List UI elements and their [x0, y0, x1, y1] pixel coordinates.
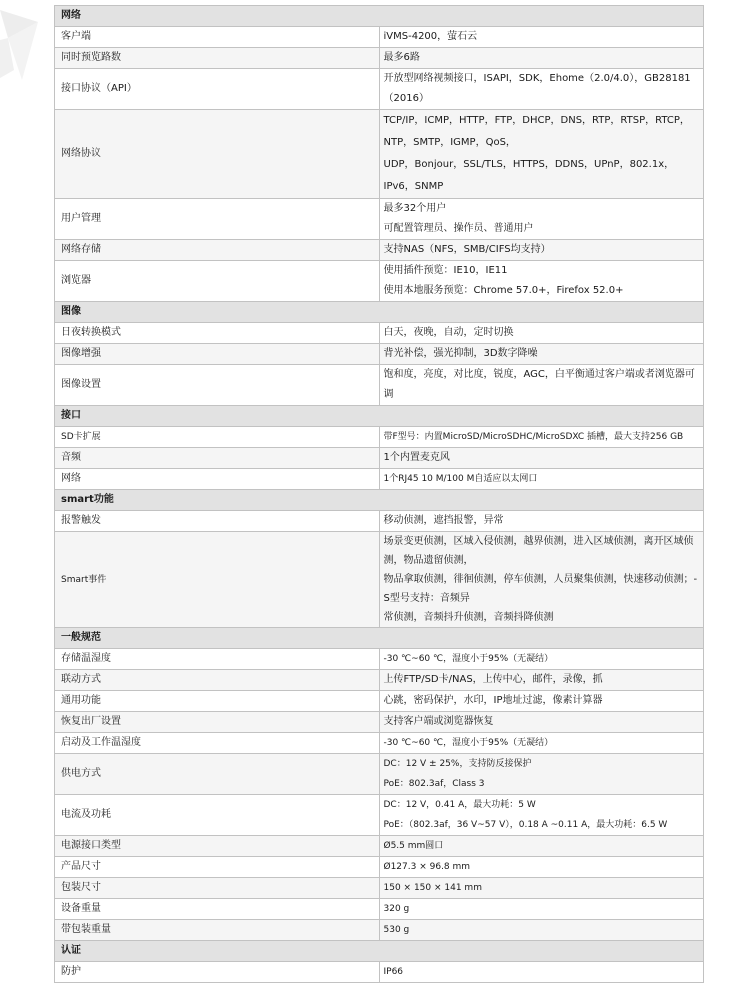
spec-row — [55, 365, 704, 406]
value-line: 使用插件预览：IE10，IE11 — [383, 265, 508, 276]
spec-key: 图像增强 — [55, 344, 380, 365]
spec-value — [379, 532, 704, 628]
spec-row — [55, 199, 704, 240]
spec-key: 日夜转换模式 — [55, 323, 380, 344]
spec-key: 浏览器 — [55, 261, 380, 302]
value-line: 场景变更侦测，区域入侵侦测，越界侦测，进入区域侦测，离开区域侦测，物品遗留侦测， — [383, 536, 694, 566]
spec-value: 移动侦测，遮挡报警，异常 — [379, 511, 704, 532]
value-line: 物品拿取侦测，徘徊侦测，停车侦测，人员聚集侦测，快速移动侦测；-S型号支持：音频异 — [383, 574, 698, 604]
value-line: 使用本地服务预览：Chrome 57.0+，Firefox 52.0+ — [383, 285, 624, 296]
spec-row — [55, 511, 704, 532]
spec-key: 产品尺寸 — [55, 857, 380, 878]
section-header — [55, 302, 704, 323]
spec-value: 饱和度，亮度，对比度，锐度，AGC，白平衡通过客户端或者浏览器可调 — [379, 365, 704, 406]
spec-key: 恢复出厂设置 — [55, 712, 380, 733]
spec-value: Ø5.5 mm圆口 — [379, 836, 704, 857]
section-title: 接口 — [55, 406, 704, 427]
spec-row — [55, 240, 704, 261]
section-header — [55, 6, 704, 27]
spec-value — [379, 261, 704, 302]
spec-row — [55, 962, 704, 983]
spec-value: 开放型网络视频接口，ISAPI，SDK，Ehome（2.0/4.0），GB28181（2016） — [379, 69, 704, 110]
spec-value — [379, 754, 704, 795]
spec-row — [55, 110, 704, 199]
spec-key: 图像设置 — [55, 365, 380, 406]
section-title: 认证 — [55, 941, 704, 962]
spec-value — [379, 110, 704, 199]
value-line: DC：12 V，0.41 A，最大功耗：5 W — [383, 800, 536, 810]
spec-value: 320 g — [379, 899, 704, 920]
spec-row — [55, 323, 704, 344]
spec-row — [55, 261, 704, 302]
spec-key: 供电方式 — [55, 754, 380, 795]
spec-row — [55, 878, 704, 899]
spec-row — [55, 670, 704, 691]
spec-key: 通用功能 — [55, 691, 380, 712]
value-line: 常侦测，音频抖升侦测，音频抖降侦测 — [383, 612, 554, 623]
spec-key: 电流及功耗 — [55, 795, 380, 836]
spec-key: 同时预览路数 — [55, 48, 380, 69]
spec-key: 音频 — [55, 448, 380, 469]
spec-row — [55, 532, 704, 628]
spec-value: 1个RJ45 10 M/100 M自适应以太网口 — [379, 469, 704, 490]
spec-value: 1个内置麦克风 — [379, 448, 704, 469]
spec-key: 带包装重量 — [55, 920, 380, 941]
spec-row — [55, 836, 704, 857]
spec-row — [55, 795, 704, 836]
spec-value: 530 g — [379, 920, 704, 941]
spec-key: 启动及工作温湿度 — [55, 733, 380, 754]
section-header — [55, 941, 704, 962]
section-header — [55, 490, 704, 511]
spec-key: 网络 — [55, 469, 380, 490]
spec-row — [55, 691, 704, 712]
spec-value: IP66 — [379, 962, 704, 983]
spec-value: 最多6路 — [379, 48, 704, 69]
spec-row — [55, 754, 704, 795]
value-line: UDP，Bonjour，SSL/TLS，HTTPS，DDNS，UPnP，802.1x，IPv6，SNMP — [383, 159, 675, 192]
spec-key: 用户管理 — [55, 199, 380, 240]
value-line: TCP/IP，ICMP，HTTP，FTP，DHCP，DNS，RTP，RTSP，RTCP，NTP，SMTP，IGMP，QoS， — [383, 115, 690, 148]
spec-value: 支持客户端或浏览器恢复 — [379, 712, 704, 733]
spec-row — [55, 857, 704, 878]
spec-row — [55, 69, 704, 110]
spec-key: 联动方式 — [55, 670, 380, 691]
section-title: smart功能 — [55, 490, 704, 511]
spec-key: SD卡扩展 — [55, 427, 380, 448]
value-line: 最多32个用户 — [383, 203, 447, 214]
spec-value — [379, 199, 704, 240]
spec-row — [55, 920, 704, 941]
spec-key: 报警触发 — [55, 511, 380, 532]
spec-key: 设备重量 — [55, 899, 380, 920]
spec-key: 包装尺寸 — [55, 878, 380, 899]
spec-row — [55, 344, 704, 365]
spec-row — [55, 649, 704, 670]
spec-key: 客户端 — [55, 27, 380, 48]
section-header — [55, 628, 704, 649]
spec-row — [55, 448, 704, 469]
value-line: PoE：802.3af，Class 3 — [383, 779, 485, 789]
watermark-logo — [0, 0, 60, 90]
spec-value: 150 × 150 × 141 mm — [379, 878, 704, 899]
spec-row — [55, 733, 704, 754]
spec-value: iVMS-4200，萤石云 — [379, 27, 704, 48]
spec-value: 带F型号：内置MicroSD/MicroSDHC/MicroSDXC 插槽，最大支持256 GB — [379, 427, 704, 448]
spec-row — [55, 469, 704, 490]
spec-value: 上传FTP/SD卡/NAS，上传中心，邮件，录像，抓 — [379, 670, 704, 691]
spec-row — [55, 899, 704, 920]
spec-row — [55, 427, 704, 448]
spec-value: -30 ℃~60 ℃，湿度小于95%（无凝结） — [379, 733, 704, 754]
value-line: DC：12 V ± 25%，支持防反接保护 — [383, 759, 532, 769]
spec-value — [379, 795, 704, 836]
spec-value: 白天，夜晚，自动，定时切换 — [379, 323, 704, 344]
spec-value: 背光补偿，强光抑制，3D数字降噪 — [379, 344, 704, 365]
spec-row — [55, 27, 704, 48]
spec-value: 支持NAS（NFS，SMB/CIFS均支持） — [379, 240, 704, 261]
section-title: 图像 — [55, 302, 704, 323]
spec-value: 心跳，密码保护，水印，IP地址过滤，像素计算器 — [379, 691, 704, 712]
spec-row — [55, 48, 704, 69]
spec-key: 电源接口类型 — [55, 836, 380, 857]
section-title: 网络 — [55, 6, 704, 27]
spec-key: Smart事件 — [55, 532, 380, 628]
spec-key: 存储温湿度 — [55, 649, 380, 670]
spec-key: 防护 — [55, 962, 380, 983]
spec-key: 网络存储 — [55, 240, 380, 261]
section-title: 一般规范 — [55, 628, 704, 649]
spec-key: 接口协议（API） — [55, 69, 380, 110]
value-line: PoE：（802.3af，36 V~57 V），0.18 A ~0.11 A，最大功耗：6.5 W — [383, 820, 668, 830]
value-line: 可配置管理员、操作员、普通用户 — [383, 223, 534, 234]
spec-table — [54, 5, 704, 983]
spec-value: Ø127.3 × 96.8 mm — [379, 857, 704, 878]
section-header — [55, 406, 704, 427]
spec-key: 网络协议 — [55, 110, 380, 199]
spec-row — [55, 712, 704, 733]
spec-value: -30 ℃~60 ℃，湿度小于95%（无凝结） — [379, 649, 704, 670]
